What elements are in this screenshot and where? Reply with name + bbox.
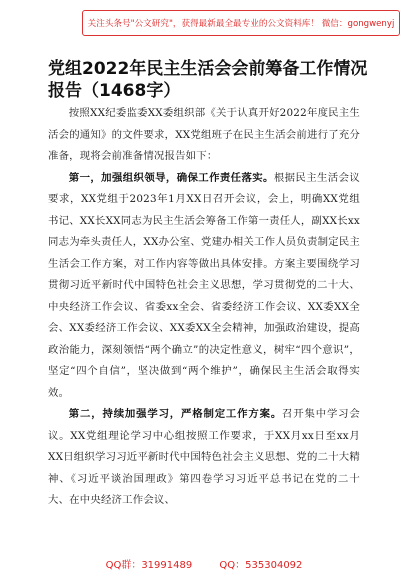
header-banner: 关注头条号"公文研究"，获得最新最全最专业的公文资料库！ 微信：gongwenyj bbox=[82, 10, 400, 36]
footer-qq-group: QQ群：31991489 bbox=[105, 560, 193, 571]
document-body bbox=[48, 103, 360, 512]
footer-contact bbox=[0, 556, 408, 572]
section-1-paragraph bbox=[48, 168, 360, 405]
document-title: 党组2022年民主生活会会前筹备工作情况报告（1468字） bbox=[48, 59, 368, 101]
footer-qq: QQ：535304092 bbox=[219, 560, 303, 571]
section-2-heading: 第二，持续加强学习，严格制定工作方案。 bbox=[68, 408, 283, 420]
section-1-text: 根据民主生活会议要求，XX党组于2023年1月XX日召开会议，会上，明确XX党组书记、XX长XX同志为民主生活会筹备工作第一责任人，副XX长xx同志为牵头责任人，XX办公室、党建办相关工作人员负责制定民主生活会工作方案，对工作内容等做出具体安排。方案主要围绕学习贯彻习近平新时代中国特色社会主义思想，学习贯彻党的二十大、中央经济工作会议、省委xx全会、省委经济工作会议、XX委XX全会、XX委经济工作会议、XX委XX全会精神，加强政治建设，提高政治能力，深刻领悟“两个确立”的决定性意义，树牢“四个意识”，坚定“四个自信”，坚决做到“两个维护”，确保民主生活会取得实效。 bbox=[48, 171, 360, 399]
intro-paragraph: 按照XX纪委监委XX委组织部《关于认真开好2022年度民主生活会的通知》的文件要求，XX党组班子在民主生活会前进行了充分准备，现将会前准备情况报告如下： bbox=[48, 107, 360, 162]
section-2-text: 召开集中学习会议。XX党组理论学习中心组按照工作要求，于XX月xx日至xx月XX日组织学习习近平新时代中国特色社会主义思想、党的二十大精神、《习近平谈治国理政》第四卷学习习近平总书记在党的二十大、在中央经济工作会议、 bbox=[48, 408, 360, 506]
section-2-paragraph bbox=[48, 404, 360, 512]
section-1-heading: 第一，加强组织领导，确保工作责任落实。 bbox=[68, 171, 274, 184]
